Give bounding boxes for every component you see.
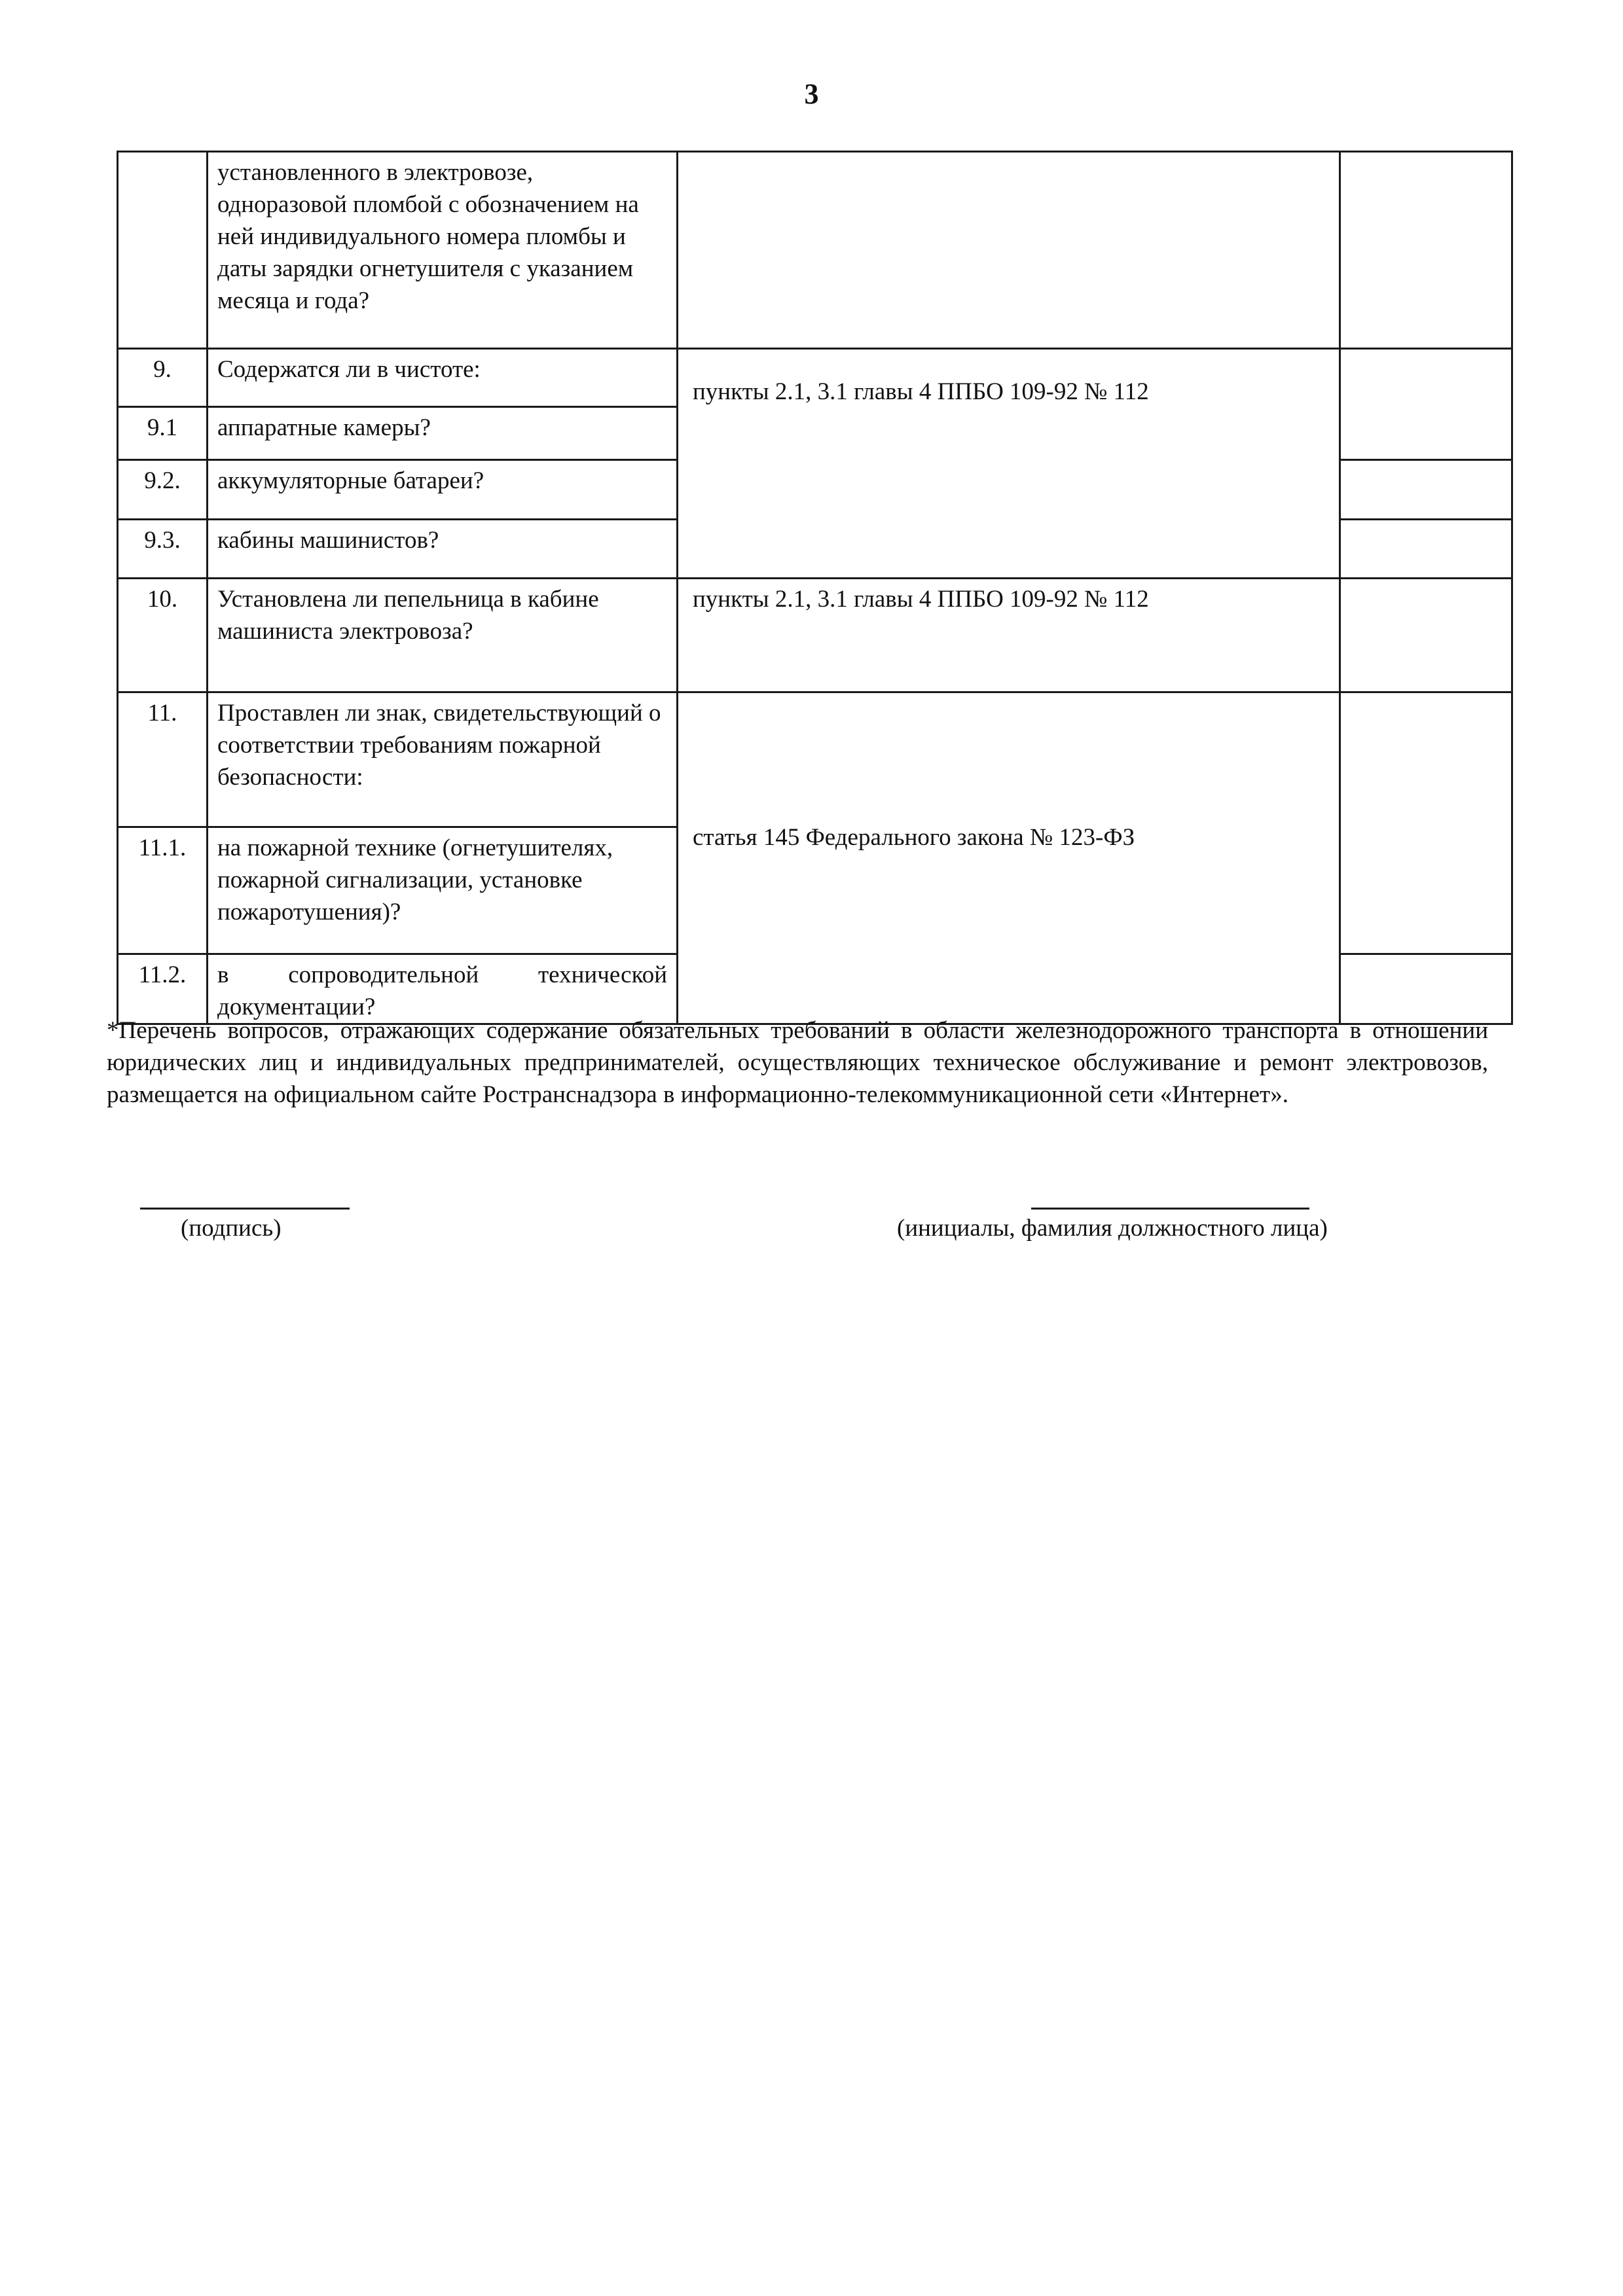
signature-line [140,1208,350,1210]
answer-cell [1340,152,1512,349]
table-row [118,579,1512,692]
official-name-caption: (инициалы, фамилия должностного лица) [897,1215,1328,1242]
item-number: 10. [118,579,208,692]
item-question: установленного в электровозе, одноразовой пломбой с обозначением на ней индивидуального номера пломбы и даты зарядки огнетушителя с указанием месяца и года? [208,152,678,349]
footnote: *Перечень вопросов, отражающих содержание обязательных требований в области железнодорожного транспорта в отношении юридических лиц и индивидуальных предпринимателей, осуществляющих техническое обслуживание и ремонт электровозов, размещается на официальном сайте Ространснадзора в информационно-телекоммуникационной сети «Интернет». [107,1017,1488,1108]
table-row [118,349,1512,407]
answer-cell [1340,460,1512,520]
item-number [118,152,208,349]
item-question: кабины машинистов? [208,520,678,579]
item-question: на пожарной технике (огнетушителях, пожарной сигнализации, установке пожаротушения)? [208,827,678,954]
item-reference: статья 145 Федерального закона № 123-ФЗ [678,692,1340,1024]
answer-cell [1340,520,1512,579]
table-row [118,692,1512,827]
answer-cell [1340,692,1512,954]
answer-cell [1340,579,1512,692]
checklist-table [117,151,1513,1025]
item-question: Содержатся ли в чистоте: [208,349,678,407]
item-number: 9.3. [118,520,208,579]
official-name-line [1031,1208,1309,1210]
item-question: в сопроводительной технической документации? [208,954,678,1024]
item-question: Установлена ли пепельница в кабине машиниста электровоза? [208,579,678,692]
item-reference: пункты 2.1, 3.1 главы 4 ППБО 109-92 № 112 [678,579,1340,692]
page-number: 3 [804,78,819,110]
answer-cell [1340,954,1512,1024]
item-question: аппаратные камеры? [208,407,678,460]
item-number: 9.1 [118,407,208,460]
item-question: аккумуляторные батареи? [208,460,678,520]
table-row [118,152,1512,349]
item-number: 9.2. [118,460,208,520]
item-number: 11. [118,692,208,827]
item-reference [678,152,1340,349]
item-number: 11.1. [118,827,208,954]
item-number: 9. [118,349,208,407]
item-number: 11.2. [118,954,208,1024]
item-question: Проставлен ли знак, свидетельствующий о соответствии требованиям пожарной безопасности: [208,692,678,827]
signature-caption: (подпись) [181,1215,282,1242]
answer-cell [1340,349,1512,460]
item-reference: пункты 2.1, 3.1 главы 4 ППБО 109-92 № 112 [678,349,1340,579]
